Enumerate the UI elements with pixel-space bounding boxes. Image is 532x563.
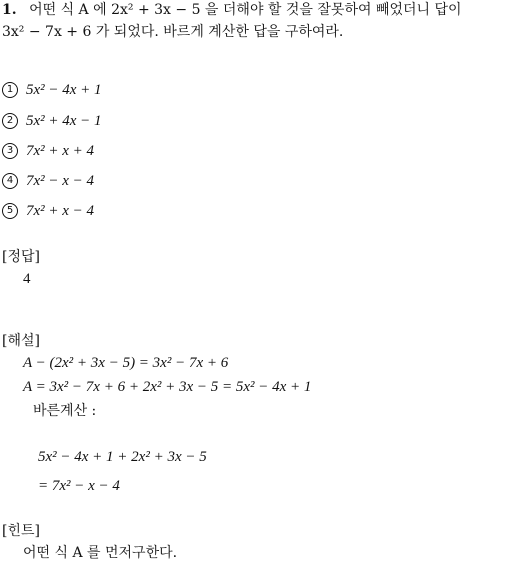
explanation-header: [해설] <box>2 333 40 349</box>
explanation-line-3: 바른계산 : <box>33 403 97 419</box>
option-3-mark: 3 <box>2 143 18 159</box>
explanation-line-1: A − (2x² + 3x − 5) = 3x² − 7x + 6 <box>23 355 229 371</box>
option-1-mark: 1 <box>2 82 18 98</box>
option-2-text: 5x² + 4x − 1 <box>26 113 102 129</box>
question-text-1: 어떤 식 A 에 2x² + 3x − 5 을 더해야 할 것을 잘못하여 빼었더니 답이 <box>29 2 462 18</box>
option-3[interactable] <box>2 141 94 161</box>
option-4-mark: 4 <box>2 173 18 189</box>
option-5-mark: 5 <box>2 203 18 219</box>
option-1[interactable] <box>2 80 102 100</box>
option-2-mark: 2 <box>2 113 18 129</box>
answer-header: [정답] <box>2 249 40 265</box>
explanation-line-4: 5x² − 4x + 1 + 2x² + 3x − 5 <box>38 449 207 465</box>
explanation-line-2: A = 3x² − 7x + 6 + 2x² + 3x − 5 = 5x² − 4x + 1 <box>23 379 312 395</box>
question-number: 1. <box>2 2 17 18</box>
option-2[interactable] <box>2 111 102 131</box>
option-5[interactable] <box>2 201 94 221</box>
hint-header: [힌트] <box>2 523 40 539</box>
option-3-text: 7x² + x + 4 <box>26 143 95 159</box>
option-5-text: 7x² + x − 4 <box>26 203 95 219</box>
option-4-text: 7x² − x − 4 <box>26 173 95 189</box>
question-line-1 <box>2 0 462 20</box>
explanation-line-5: = 7x² − x − 4 <box>38 478 120 494</box>
answer-value: 4 <box>23 271 31 287</box>
option-4[interactable] <box>2 171 94 191</box>
option-1-text: 5x² − 4x + 1 <box>26 82 102 98</box>
hint-text: 어떤 식 A 를 먼저구한다. <box>23 545 178 561</box>
question-text-2: 3x² − 7x + 6 가 되었다. 바르게 계산한 답을 구하여라. <box>2 24 344 40</box>
